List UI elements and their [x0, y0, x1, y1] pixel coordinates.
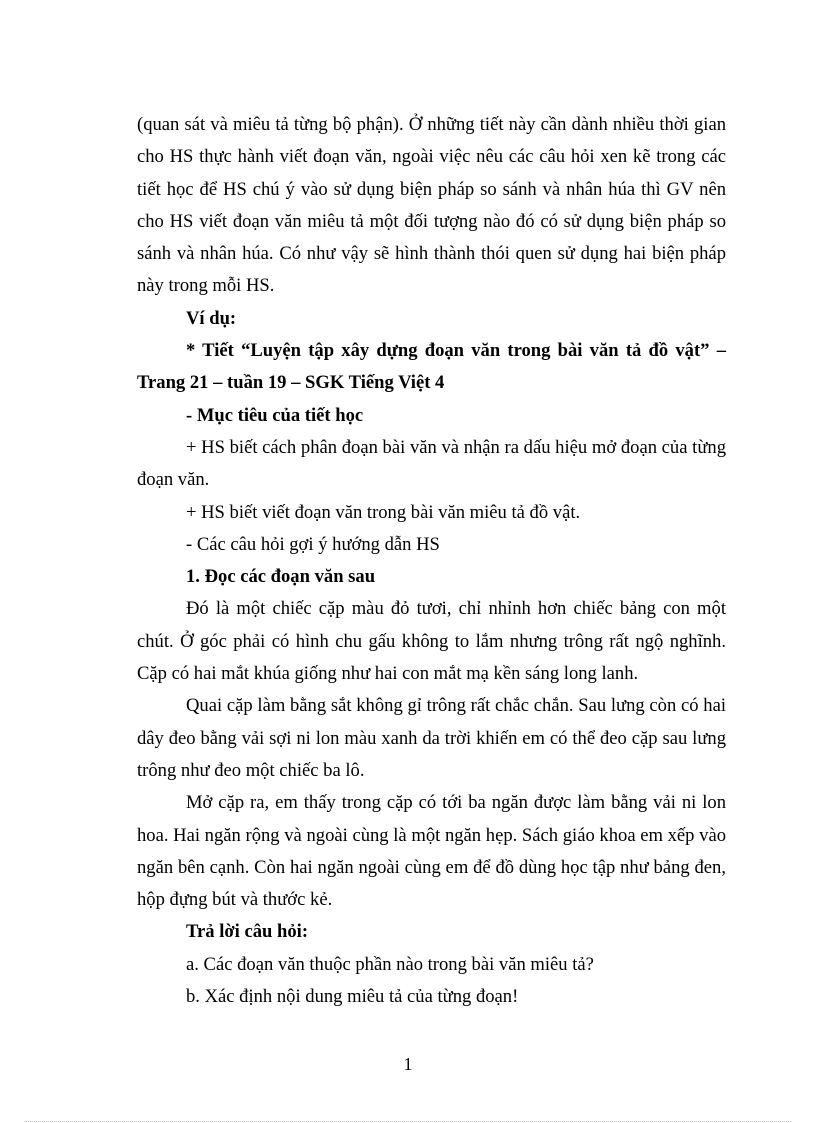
example-heading: Ví dụ: — [186, 307, 237, 329]
objectives-heading: - Mục tiêu của tiết học — [186, 404, 364, 426]
passage-paragraph: Mở cặp ra, em thấy trong cặp có tới ba ngăn được làm bằng vải ni lon hoa. Hai ngăn rộng và ngoài cùng là một ngăn hẹp. Sách giáo khoa em xếp vào ngăn bên cạnh. Còn hai ngăn ngoài cùng em để đồ dùng học tập như bảng đen, hộp đựng bút và thước kẻ. — [137, 792, 726, 911]
answer-heading: Trả lời câu hỏi: — [186, 921, 309, 943]
question-item: b. Xác định nội dung miêu tả của từng đoạn! — [186, 986, 519, 1008]
exercise-heading: 1. Đọc các đoạn văn sau — [186, 566, 376, 588]
objective-item: + HS biết viết đoạn văn trong bài văn miêu tả đồ vật. — [186, 501, 581, 523]
passage-paragraph: Đó là một chiếc cặp màu đỏ tươi, chỉ nhỉnh hơn chiếc bảng con một chút. Ở góc phải có hình chu gấu không to lắm nhưng trông rất ngộ nghĩnh. Cặp có hai mắt khúa giống như hai con mắt mạ kền sáng long lanh. — [137, 598, 726, 685]
page-number: 1 — [403, 1054, 413, 1074]
intro-paragraph: (quan sát và miêu tả từng bộ phận). Ở những tiết này cần dành nhiều thời gian cho HS thực hành viết đoạn văn, ngoài việc nêu các câu hỏi xen kẽ trong các tiết học để HS chú ý vào sử dụng biện pháp so sánh và nhân húa thì GV nên cho HS viết đoạn văn miêu tả một đối tượng nào đó có sử dụng biện pháp so sánh và nhân húa. Có như vậy sẽ hình thành thói quen sử dụng hai biện pháp này trong mỗi HS. — [137, 114, 726, 297]
lesson-title: * Tiết “Luyện tập xây dựng đoạn văn trong bài văn tả đồ vật” – Trang 21 – tuần 19 – SGK Tiếng Việt 4 — [137, 340, 726, 394]
document-body — [137, 109, 726, 1013]
objective-item: + HS biết cách phân đoạn bài văn và nhận ra dấu hiệu mở đoạn của từng đoạn văn. — [137, 436, 726, 491]
page-bottom-divider — [25, 1121, 791, 1122]
questions-heading: - Các câu hỏi gợi ý hướng dẫn HS — [186, 533, 440, 555]
question-item: a. Các đoạn văn thuộc phần nào trong bài văn miêu tả? — [186, 953, 594, 975]
passage-paragraph: Quai cặp làm bằng sắt không gỉ trông rất chắc chắn. Sau lưng còn có hai dây đeo bằng vải sợi ni lon màu xanh da trời khiến em có thể đeo cặp sau lưng trông như đeo một chiếc ba lô. — [137, 695, 726, 781]
